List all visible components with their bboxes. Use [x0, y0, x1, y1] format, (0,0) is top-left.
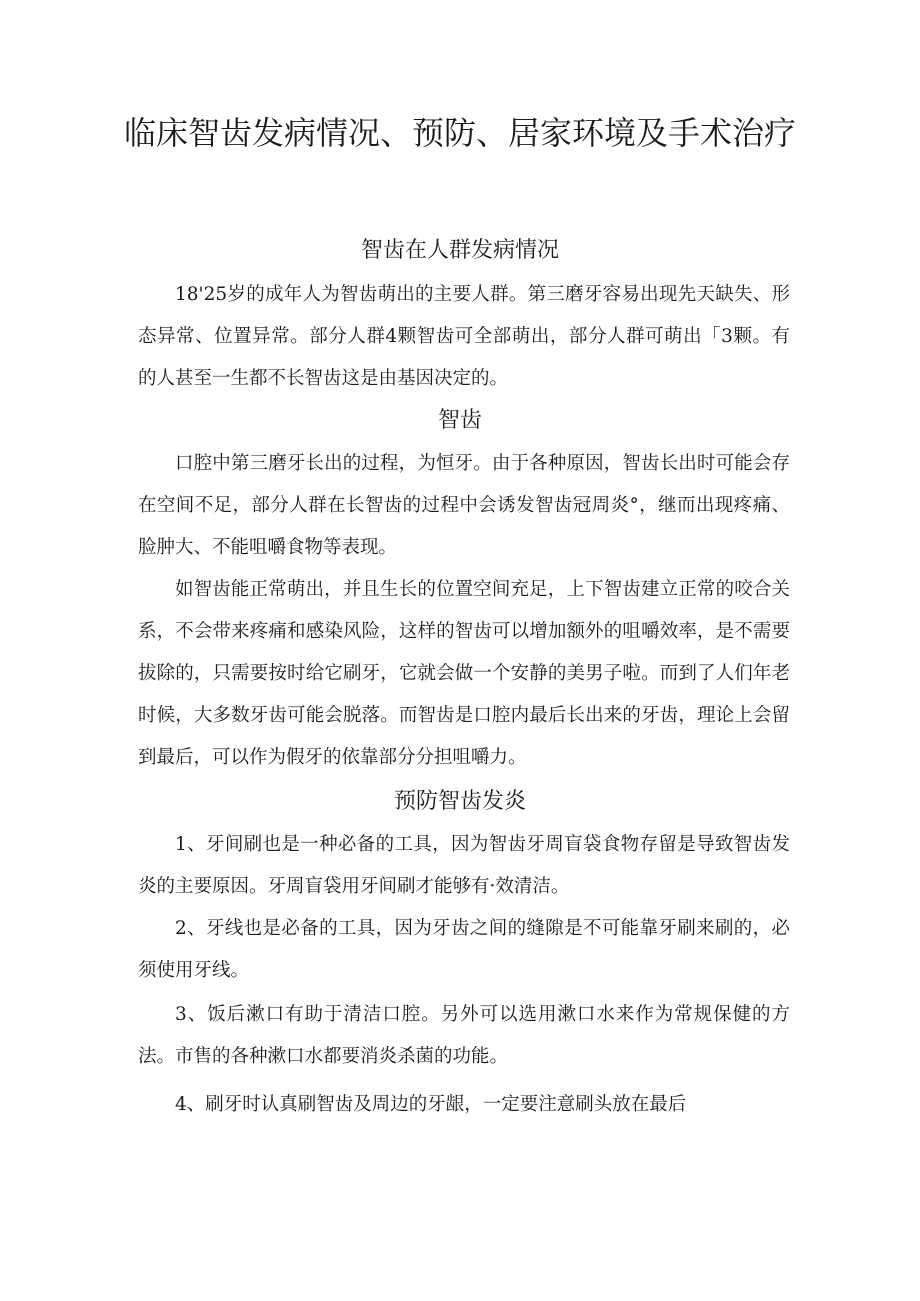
paragraph-prevention-2: 2、牙线也是必备的工具，因为牙齿之间的缝隙是不可能靠牙刷来刷的，必须使用牙线。: [138, 918, 790, 981]
paragraph-incidence: 18'25岁的成年人为智齿萌出的主要人群。第三磨牙容易出现先天缺失、形态异常、位置异常。部分人群4颗智齿可全部萌出，部分人群可萌出「3颗。有的人甚至一生都不长智齿这是由基因决定的。: [138, 284, 790, 389]
paragraph-prevention-4: 4、刷牙时认真刷智齿及周边的牙龈，一定要注意刷头放在最后: [175, 1094, 687, 1115]
section-heading-prevention: 预防智齿发炎: [393, 789, 526, 814]
paragraph-wisdom-tooth-eruption: 口腔中第三磨牙长出的过程，为恒牙。由于各种原因，智齿长出时可能会存在空间不足，部分人群在长智齿的过程中会诱发智齿冠周炎°，继而出现疼痛、脸肿大、不能咀嚼食物等表现。: [138, 453, 790, 558]
paragraph-prevention-3: 3、饭后漱口有助于清洁口腔。另外可以选用漱口水来作为常规保健的方法。市售的各种漱口水都要消炎杀菌的功能。: [138, 1004, 790, 1067]
paragraph-prevention-1: 1、牙间刷也是一种必备的工具，因为智齿牙周盲袋食物存留是导致智齿发炎的主要原因。牙周盲袋用牙间刷才能够有·效清洁。: [138, 834, 790, 897]
paragraph-wisdom-tooth-normal: 如智齿能正常萌出，并且生长的位置空间充足，上下智齿建立正常的咬合关系，不会带来疼痛和感染风险，这样的智齿可以增加额外的咀嚼效率，是不需要拔除的，只需要按时给它刷牙，它就会做一个安静的美男子啦。而到了人们年老时候，大多数牙齿可能会脱落。而智齿是口腔内最后长出来的牙齿，理论上会留到最后，可以作为假牙的依靠部分分担咀嚼力。: [138, 579, 790, 768]
document-title: 临床智齿发病情况、预防、居家环境及手术治疗: [123, 114, 796, 152]
section-heading-wisdom-tooth: 智齿: [437, 408, 482, 433]
section-heading-incidence: 智齿在人群发病情况: [360, 238, 559, 263]
